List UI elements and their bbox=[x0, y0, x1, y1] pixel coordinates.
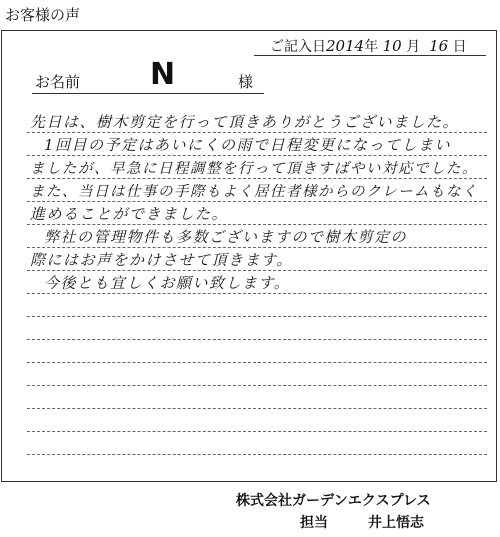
message-line: ましたが、早急に日程調整を行って頂きすばやい対応でした。 bbox=[30, 161, 478, 177]
ruled-line bbox=[27, 293, 487, 294]
date-day: 16 bbox=[429, 37, 449, 55]
date-label: ご記入日 bbox=[270, 39, 326, 55]
ruled-line bbox=[27, 224, 487, 225]
ruled-line bbox=[27, 178, 487, 179]
date-month-unit: 月 bbox=[406, 39, 421, 55]
contact-label: 担当 bbox=[300, 515, 328, 531]
footer-company: 株式会社ガーデンエクスプレス bbox=[236, 493, 431, 509]
date-month: 10 bbox=[382, 37, 402, 55]
date-line bbox=[270, 36, 467, 56]
ruled-line bbox=[27, 385, 487, 386]
ruled-line bbox=[27, 270, 487, 271]
contact-name: 井上悟志 bbox=[368, 515, 424, 531]
ruled-line bbox=[27, 431, 487, 432]
message-line: 先日は、樹木剪定を行って頂きありがとうございました。 bbox=[30, 113, 460, 131]
message-line: 1回目の予定はあいにくの雨で日程変更になってしまい bbox=[44, 136, 452, 154]
ruled-line bbox=[27, 316, 487, 317]
ruled-line bbox=[27, 454, 487, 455]
date-year-unit: 年 bbox=[364, 39, 379, 55]
message-line: 進めることができました。 bbox=[30, 205, 229, 223]
footer-contact bbox=[300, 512, 424, 532]
ruled-line bbox=[27, 362, 487, 363]
name-value: N bbox=[150, 57, 176, 92]
date-day-unit: 日 bbox=[452, 39, 467, 55]
ruled-line bbox=[27, 132, 487, 133]
ruled-line bbox=[27, 247, 487, 248]
feedback-card bbox=[1, 30, 497, 482]
name-underline bbox=[32, 93, 264, 94]
message-line: 弊社の管理物件も多数ございますので樹木剪定の bbox=[44, 228, 408, 246]
name-label: お名前 bbox=[35, 73, 81, 91]
name-suffix: 様 bbox=[238, 73, 254, 91]
ruled-line bbox=[27, 155, 487, 156]
ruled-line bbox=[27, 201, 487, 202]
message-line: また、当日は仕事の手際もよく居住者様からのクレームもなく bbox=[30, 184, 478, 200]
ruled-line bbox=[27, 408, 487, 409]
message-line: 今後とも宜しくお願い致します。 bbox=[44, 274, 291, 292]
date-underline bbox=[254, 55, 486, 56]
message-line: 際にはお声をかけさせて頂きます。 bbox=[30, 251, 293, 269]
ruled-line bbox=[27, 339, 487, 340]
page-header-title: お客様の声 bbox=[5, 6, 81, 24]
date-year: 2014 bbox=[326, 37, 365, 55]
